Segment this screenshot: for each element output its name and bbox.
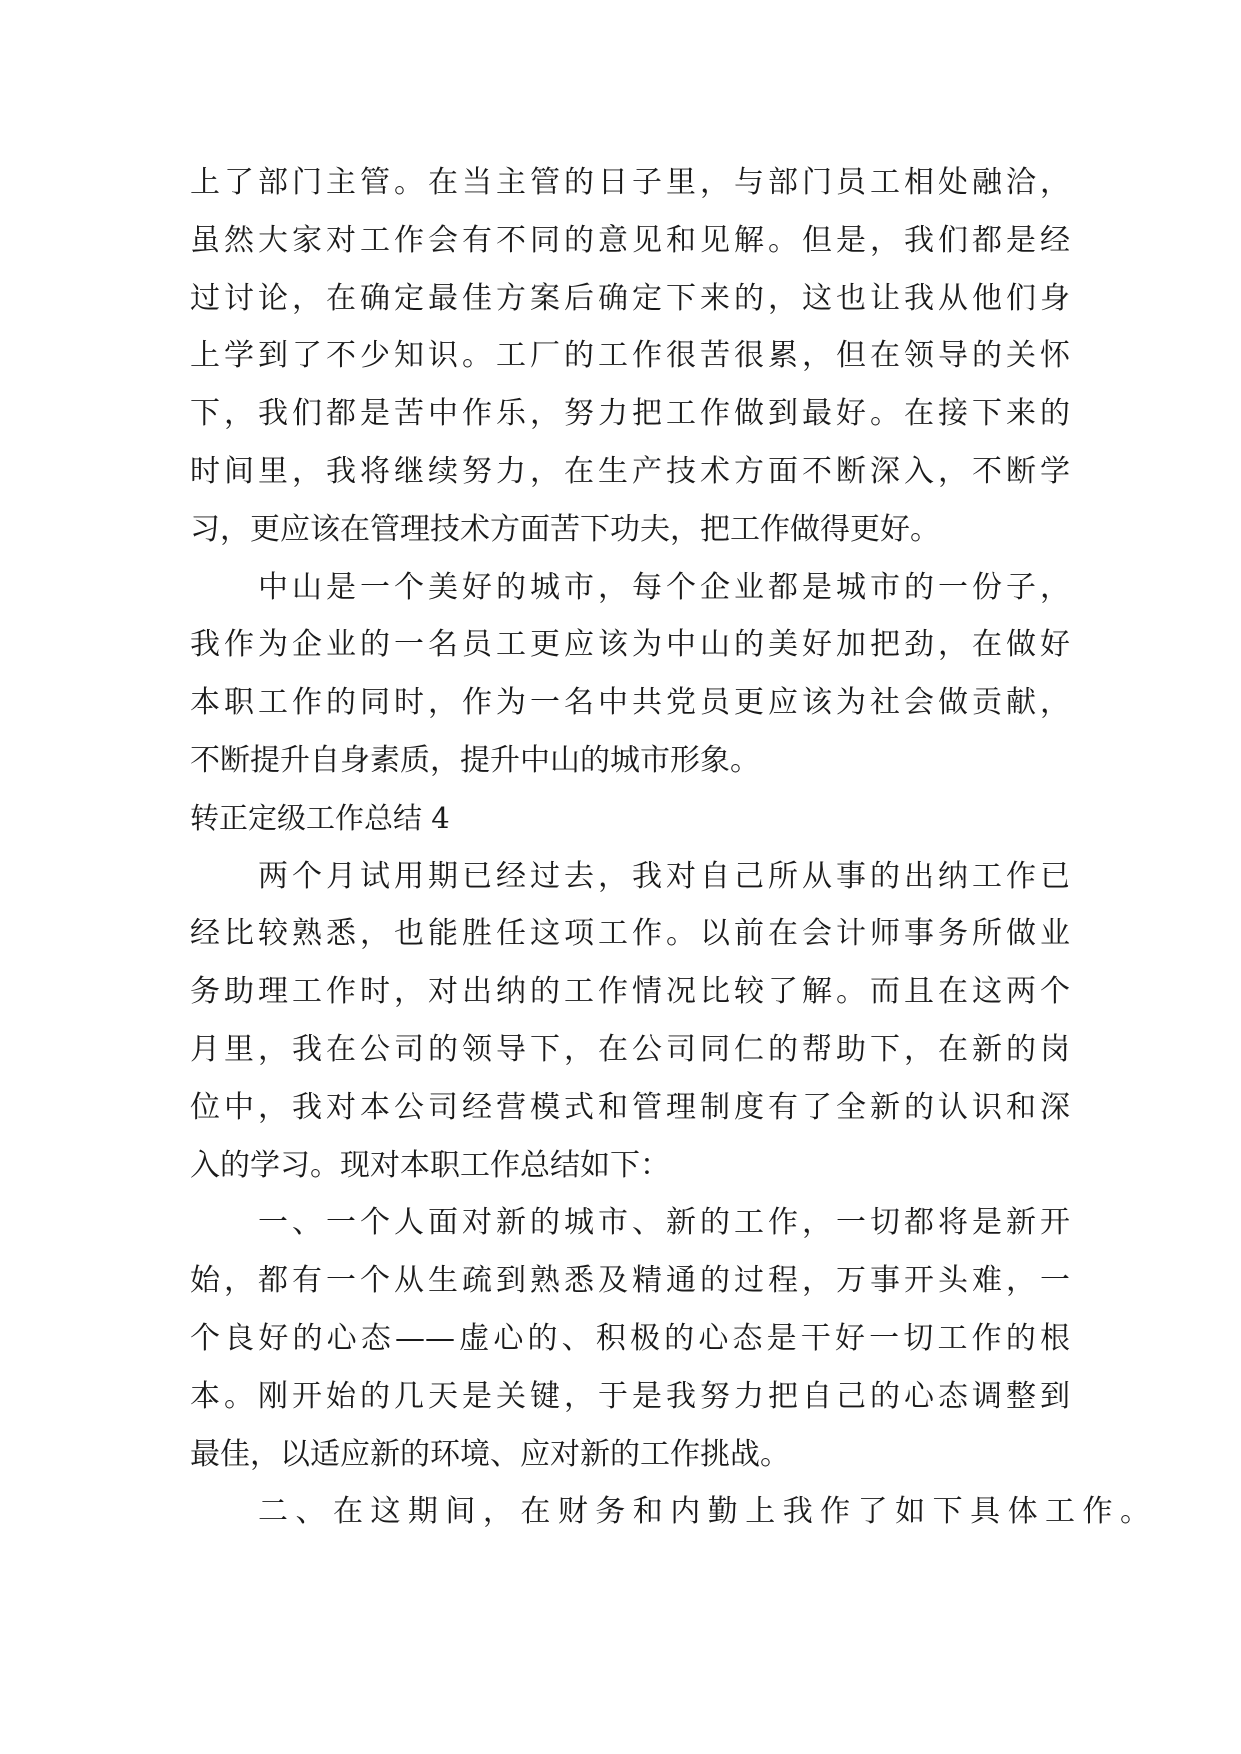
text-line: 入的学习。现对本职工作总结如下： bbox=[190, 1147, 670, 1183]
text-line: 习，更应该在管理技术方面苦下功夫，把工作做得更好。 bbox=[190, 511, 940, 547]
text-line: 本。刚开始的几天是关键，于是我努力把自己的心态调整到 bbox=[190, 1378, 1070, 1414]
text-line: 两个月试用期已经过去，我对自己所从事的出纳工作已 bbox=[258, 858, 1070, 894]
text-line: 最佳，以适应新的环境、应对新的工作挑战。 bbox=[190, 1436, 790, 1472]
text-line: 下，我们都是苦中作乐，努力把工作做到最好。在接下来的 bbox=[190, 396, 1070, 432]
text-line: 虽然大家对工作会有不同的意见和见解。但是，我们都是经 bbox=[190, 222, 1070, 258]
text-line: 月里，我在公司的领导下，在公司同仁的帮助下，在新的岗 bbox=[190, 1031, 1070, 1067]
text-line: 务助理工作时，对出纳的工作情况比较了解。而且在这两个 bbox=[190, 974, 1070, 1010]
paragraph-point-two bbox=[190, 1483, 1150, 1541]
text-line: 二、在这期间，在财务和内勤上我作了如下具体工作。 bbox=[258, 1494, 1150, 1530]
section-title: 转正定级工作总结 4 bbox=[190, 800, 450, 835]
section-heading bbox=[190, 790, 1070, 848]
text-line: 经比较熟悉，也能胜任这项工作。以前在会计师事务所做业 bbox=[190, 916, 1070, 952]
document-body bbox=[190, 154, 1150, 1541]
text-line: 我作为企业的一名员工更应该为中山的美好加把劲，在做好 bbox=[190, 627, 1070, 663]
paragraph-point-one bbox=[190, 1194, 1070, 1483]
text-line: 始，都有一个从生疏到熟悉及精通的过程，万事开头难，一 bbox=[190, 1263, 1070, 1299]
text-line: 一、一个人面对新的城市、新的工作，一切都将是新开 bbox=[258, 1205, 1070, 1241]
text-line: 上学到了不少知识。工厂的工作很苦很累，但在领导的关怀 bbox=[190, 338, 1070, 374]
text-line: 时间里，我将继续努力，在生产技术方面不断深入，不断学 bbox=[190, 453, 1070, 489]
text-line: 上了部门主管。在当主管的日子里，与部门员工相处融洽， bbox=[190, 165, 1070, 200]
text-line: 过讨论，在确定最佳方案后确定下来的，这也让我从他们身 bbox=[190, 280, 1070, 316]
paragraph-zhongshan bbox=[190, 559, 1070, 790]
text-line: 个良好的心态——虚心的、积极的心态是干好一切工作的根 bbox=[190, 1320, 1070, 1356]
paragraph-continued bbox=[190, 154, 1070, 559]
text-line: 不断提升自身素质，提升中山的城市形象。 bbox=[190, 742, 760, 778]
text-line: 中山是一个美好的城市，每个企业都是城市的一份子， bbox=[258, 569, 1070, 605]
text-line: 本职工作的同时，作为一名中共党员更应该为社会做贡献， bbox=[190, 685, 1070, 721]
text-line: 位中，我对本公司经营模式和管理制度有了全新的认识和深 bbox=[190, 1089, 1070, 1125]
paragraph-intro bbox=[190, 848, 1070, 1195]
